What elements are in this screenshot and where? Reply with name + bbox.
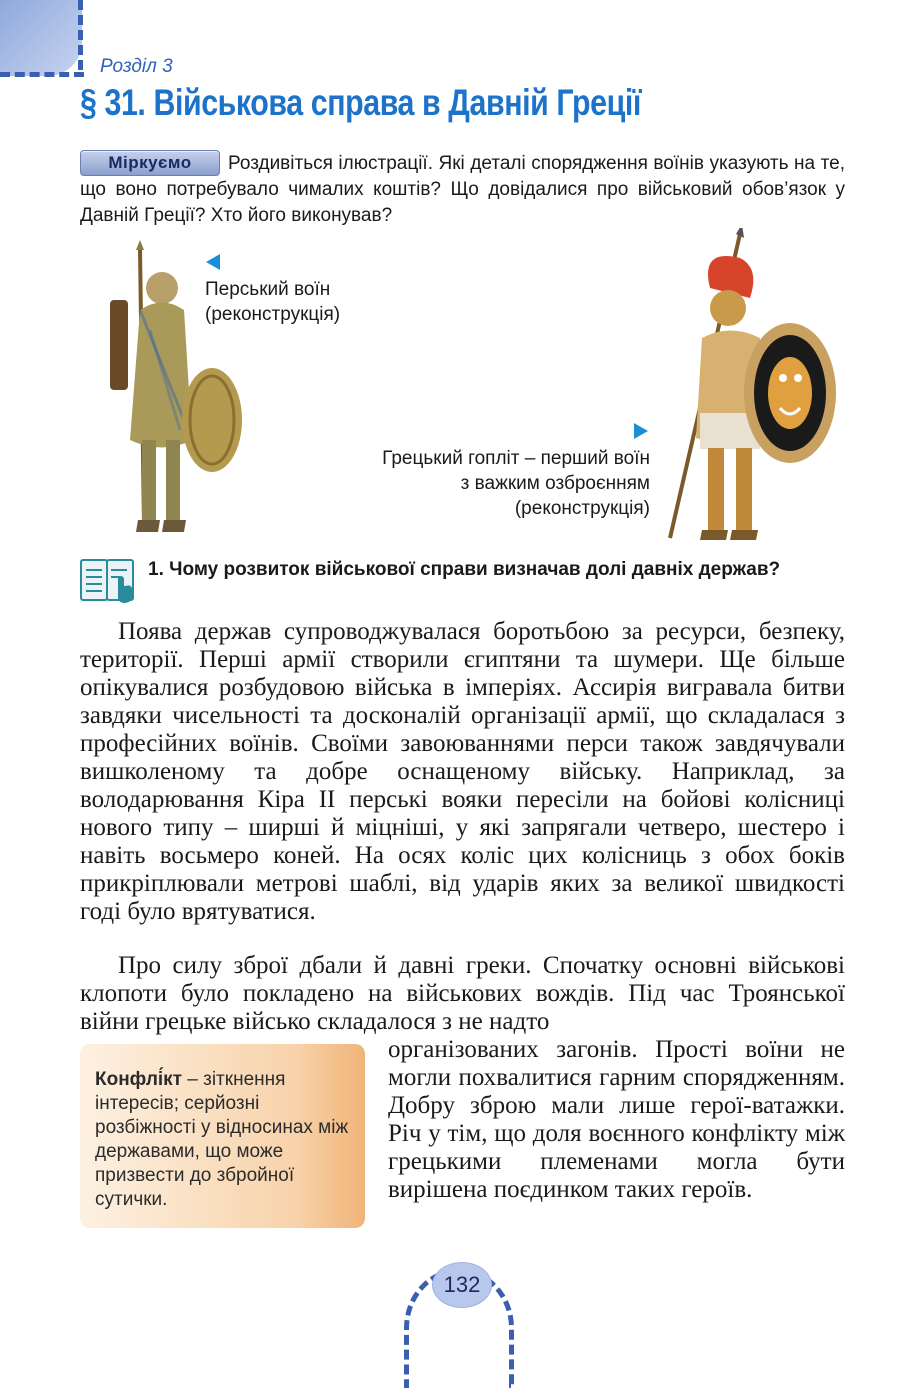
section-label: Розділ 3 bbox=[100, 56, 173, 77]
persian-warrior-caption bbox=[205, 277, 340, 327]
caption-line: (реконструкція) bbox=[205, 304, 341, 325]
caption-line: Перський воїн bbox=[205, 279, 331, 300]
caption-line: з важким озброєнням bbox=[460, 473, 650, 494]
book-hand-icon bbox=[80, 556, 136, 606]
greek-hoplite-image bbox=[640, 228, 840, 546]
body-paragraph: Поява держав супроводжувалася боротьбою за ресурси, безпеку, території. Перші армії створили єгиптяни та шумери. Ще більше опікувалися розбудовою війська в імперіях. Ассирія вигравала битви завдяки чисельності та досконалій організації армії, що складалася з професійних воїнів. Своїми завоюваннями перси також завдячували вишколеному та добре оснащеному війську. Наприклад, за володарювання Кіра II перські вояки пересіли на бойові колісниці нового типу – ширші й міцніші, у які запрягали четверо, шестеро і навіть восьмеро коней. На осях коліс цих колісниць з обох боків прикріплювали метрові шаблі, від ударів яких за великої швидкості годі було врятуватися. bbox=[80, 618, 845, 925]
question-heading: 1. Чому розвиток військової справи визначав долі давніх держав? bbox=[148, 559, 781, 580]
think-badge: Міркуємо bbox=[80, 150, 220, 176]
caption-pointer-left-icon bbox=[206, 254, 220, 270]
corner-decoration bbox=[0, 0, 82, 76]
corner-dash-vertical bbox=[78, 0, 83, 70]
caption-pointer-right-icon bbox=[634, 423, 648, 439]
body-paragraph-continued: організованих загонів. Прості воїни не могли похвалитися гарним спорядженням. Добру зброю мали лише герої-ватажки. Річ у тім, що доля воєнного конфлікту між грецькими племенами могла бути вирішена поєдинком таких героїв. bbox=[388, 1036, 845, 1203]
caption-line: (реконструкція) bbox=[514, 498, 650, 519]
page-number: 132 bbox=[432, 1262, 492, 1308]
definition-text bbox=[95, 1068, 357, 1212]
body-paragraph: Про силу зброї дбали й давні греки. Спочатку основні військові клопоти було покладено на військових вождів. Під час Троянської війни грецьке військо складалося з не надто bbox=[80, 952, 845, 1035]
think-text: Роздивіться ілюстрації. Які деталі спорядження воїнів указують на те, що воно потребувало чималих коштів? Що довідалися про військовий обов’язок у Давній Греції? Хто його виконував? bbox=[80, 153, 845, 226]
caption-line: Грецький гопліт – перший воїн bbox=[382, 448, 650, 469]
definition-body: – зіткнення інтересів; серйозні розбіжності у відносинах між державами, що може призвести до збройної сутички. bbox=[95, 1069, 349, 1210]
corner-dash-horizontal bbox=[0, 72, 84, 77]
greek-hoplite-caption bbox=[330, 446, 650, 521]
definition-term: Конфлі́кт bbox=[95, 1069, 182, 1090]
page-title: § 31. Військова справа в Давній Греції bbox=[80, 82, 642, 123]
